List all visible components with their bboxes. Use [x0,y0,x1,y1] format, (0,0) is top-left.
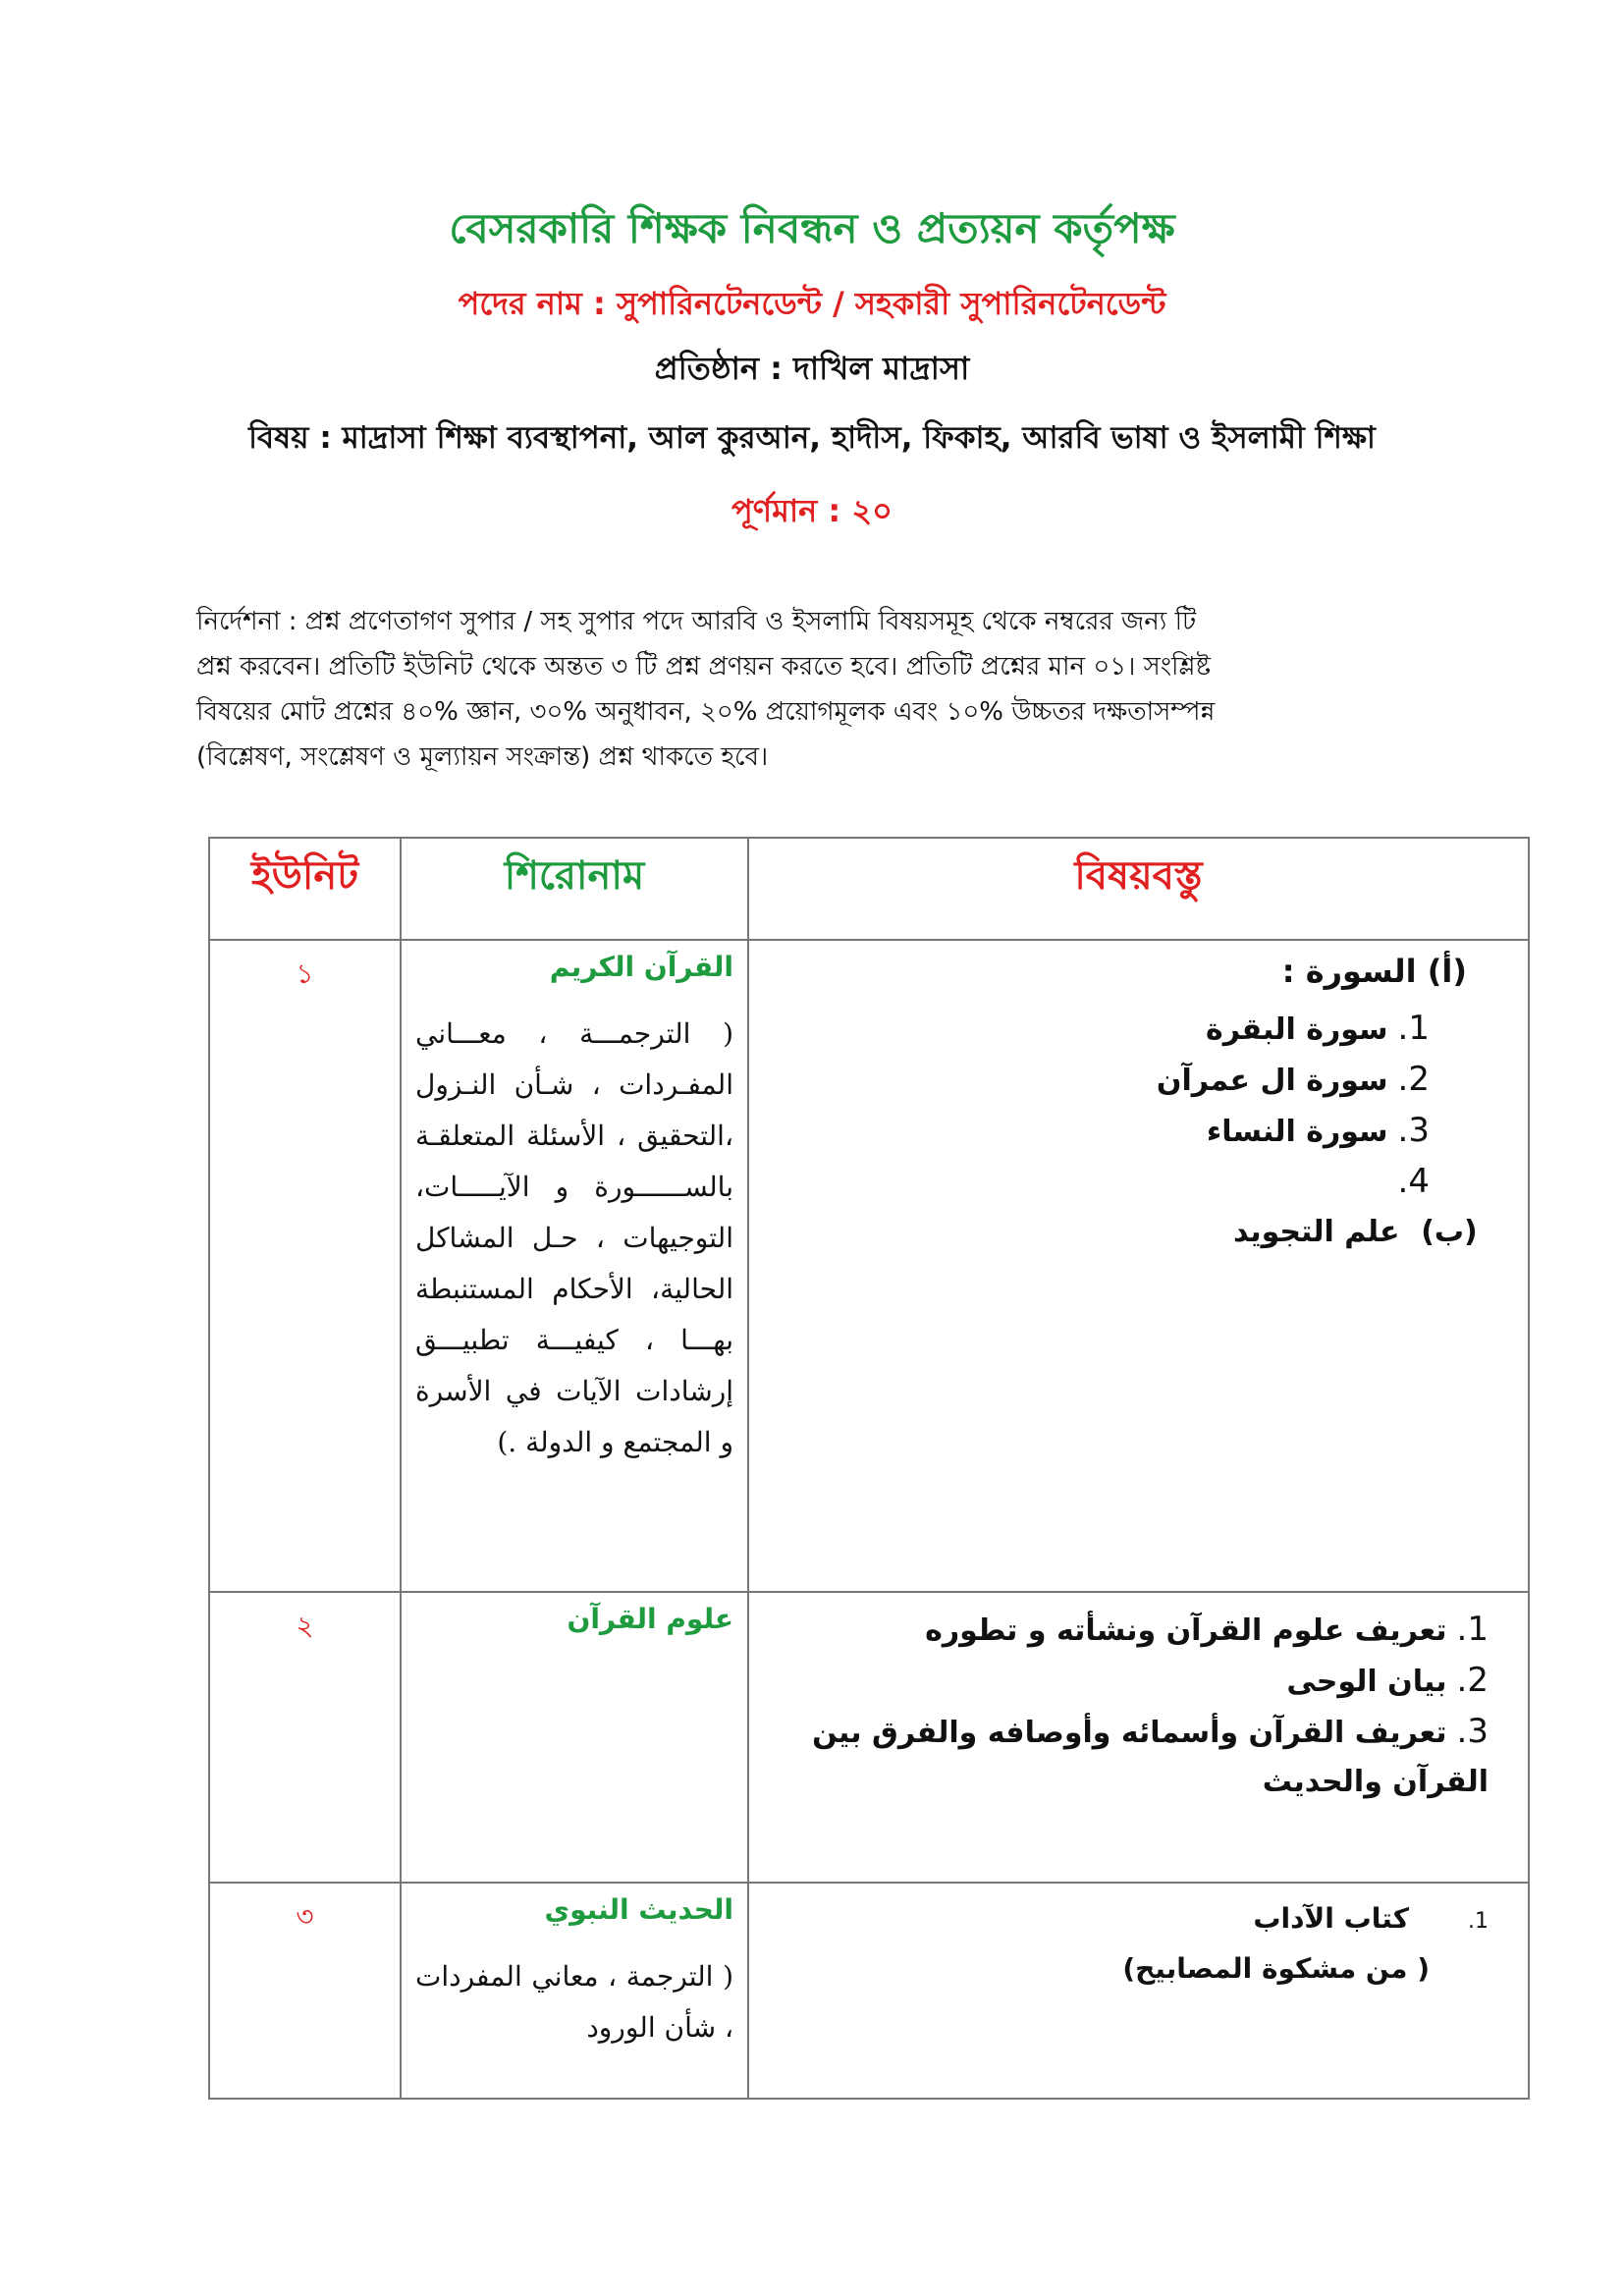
list-item [769,1106,1430,1157]
item-text: تعريف القرآن وأسمائه وأوصافه والفرق بين القرآن والحديث [812,1716,1489,1799]
item-text: سورة البقرة [1206,1012,1388,1047]
header-unit: ইউনিট [209,838,401,940]
post-name: পদের নাম : সুপারিনটেনডেন্ট / সহকারী সুপারিনটেনডেন্ট [458,285,1166,322]
section-b-label: (ب) [1421,1215,1478,1249]
instruction-line: বিষয়ের মোট প্রশ্নের ৪০% জ্ঞান, ৩০% অনুধাবন, ২০% প্রয়োগমূলক এবং ১০% উচ্চতর দক্ষতাসম্পন্ন [196,697,1216,727]
instructions [196,599,1434,780]
section-b-text: علم التجويد [1233,1215,1400,1249]
content-list [769,1605,1489,1807]
syllabus-table [208,837,1530,2100]
item-number: 3. [1397,1111,1430,1150]
item-number: 4. [1397,1162,1430,1201]
item-number: 3. [1456,1712,1489,1751]
item-number: 2. [1456,1661,1489,1700]
title-cell [401,940,748,1592]
item-text: كتاب الآداب [1253,1902,1409,1935]
content-list [769,1004,1430,1208]
instruction-line: নির্দেশনা : প্রশ্ন প্রণেতাগণ সুপার / সহ সুপার পদে আরবি ও ইসলামি বিষয়সমূহ থেকে নম্বরের জন্য টি [196,607,1197,636]
table-row [209,940,1529,1592]
list-item [769,1605,1489,1656]
item-number: 1. [1397,1009,1430,1048]
item-text: سورة النساء [1206,1115,1388,1149]
item-number: 1. [1468,1909,1489,1934]
content-cell [748,940,1529,1592]
content-heading: (أ) السورة : [1281,953,1467,990]
list-item [769,1656,1489,1707]
list-item [769,1055,1430,1106]
table-row [209,1592,1529,1883]
title-heading: الحديث النبوي [544,1893,733,1926]
unit-number: ৩ [209,1883,401,2099]
title-cell [401,1592,748,1883]
full-marks: পূর্ণমান : ২০ [731,492,893,529]
title-description: ( الترجمـــة ، معـــاني المفـردات ، شـأن النـزول ،التحقيق ، الأسئلة المتعلقـة بالســــــورة و الآيـــــات، التوجيهات ، حـل المشاكل الحالية، الأحكام المستنبطة بهـــا ، كيفيـــة تطبيـــق إرشادات الآيات في الأسرة و المجتمع و الدولة .) [415,1017,733,1458]
content-section-b [769,1208,1489,1257]
item-text: بيان الوحى [1286,1665,1447,1699]
header-title: শিরোনাম [401,838,748,940]
instruction-line: (বিশ্লেষণ, সংশ্লেষণ ও মূল্যায়ন সংক্রান্ত) প্রশ্ন থাকতে হবে। [196,742,769,772]
instruction-line: প্রশ্ন করবেন। প্রতিটি ইউনিট থেকে অন্তত ৩ টি প্রশ্ন প্রণয়ন করতে হবে। প্রতিটি প্রশ্নের মান ০১। সংশ্লিষ্ট [196,652,1212,682]
item-source: ( من مشكوة المصابيح) [1122,1952,1430,1985]
title-description: ( الترجمة ، معاني المفردات ، شأن الورود [415,1960,733,2044]
table-row [209,1883,1529,2099]
list-item [769,1157,1430,1208]
title-cell [401,1883,748,2099]
content-cell [748,1883,1529,2099]
list-item [769,1004,1430,1055]
list-item [769,1895,1489,1945]
title-heading: علوم القرآن [567,1603,733,1635]
item-text: تعريف علوم القرآن ونشأته و تطوره [925,1613,1447,1648]
item-number: 1. [1456,1610,1489,1649]
organization-title: বেসরকারি শিক্ষক নিবন্ধন ও প্রত্যয়ন কর্তৃপক্ষ [449,204,1175,252]
unit-number: ১ [209,940,401,1592]
list-item [769,1707,1489,1807]
title-heading: القرآن الكريم [549,951,733,983]
content-cell [748,1592,1529,1883]
header-content: বিষয়বস্তু [748,838,1529,940]
item-text: سورة ال عمرآن [1156,1064,1388,1098]
unit-number: ২ [209,1592,401,1883]
subject: বিষয় : মাদ্রাসা শিক্ষা ব্যবস্থাপনা, আল কুরআন, হাদীস, ফিকাহ, আরবি ভাষা ও ইসলামী শিক্ষা [248,420,1376,456]
table-header-row [209,838,1529,940]
institution: প্রতিষ্ঠান : দাখিল মাদ্রাসা [654,350,970,387]
item-number: 2. [1397,1060,1430,1099]
